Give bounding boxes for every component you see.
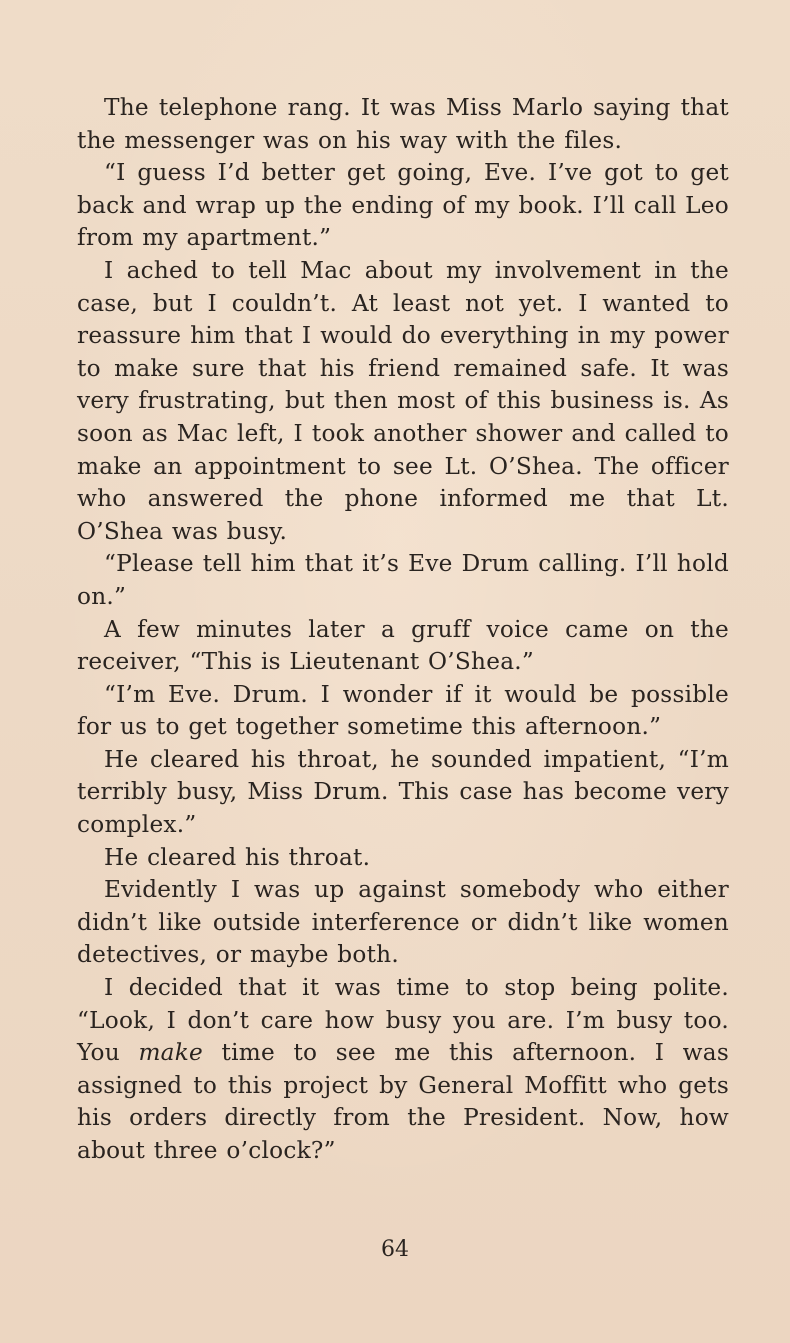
paragraph: He cleared his throat. [104,843,371,871]
paragraph: A few minutes later a gruff voice came on the receiver, “This is Lieutenant O’Shea.” [77,615,729,676]
paragraph: The telephone rang. It was Miss Marlo saying that the messenger was on his way with the files. [77,94,729,154]
text-run: I decided that it was time to stop being polite. “Look, I don’t care how busy you are. I’m busy too. You [77,974,729,1067]
paragraph: “Please tell him that it’s Eve Drum calling. I’ll hold on.” [77,550,729,610]
text-run: time to see me this afternoon. I was assigned to this project by General Moffitt who gets his orders directly from the President. Now, how about three o’clock?” [77,1039,729,1164]
paragraph: Evidently I was up against somebody who either didn’t like outside interference or didn’t like women detectives, or maybe both. [77,876,729,969]
page-number: 64 [381,1237,409,1262]
paragraph: “I guess I’d better get going, Eve. I’ve got to get back and wrap up the ending of my book. I’ll call Leo from my apartment.” [77,159,729,252]
paragraph: I ached to tell Mac about my involvement in the case, but I couldn’t. At least not yet. I wanted to reassure him that I would do everything in my power to make sure that his friend remained safe. It was very frustrating, but then most of this business is. As soon as Mac left, I took another shower and called to make an appointment to see Lt. O’Shea. The officer who answered the phone informed me that Lt. O’Shea was busy. [77,256,729,545]
paragraph-final [77,972,729,1168]
body-text [77,92,729,1168]
paragraph: “I’m Eve. Drum. I wonder if it would be possible for us to get together sometime this afternoon.” [77,680,729,741]
emphasized-word: make [138,1039,204,1067]
paragraph: He cleared his throat, he sounded impatient, “I’m terribly busy, Miss Drum. This case has become very complex.” [77,745,729,839]
